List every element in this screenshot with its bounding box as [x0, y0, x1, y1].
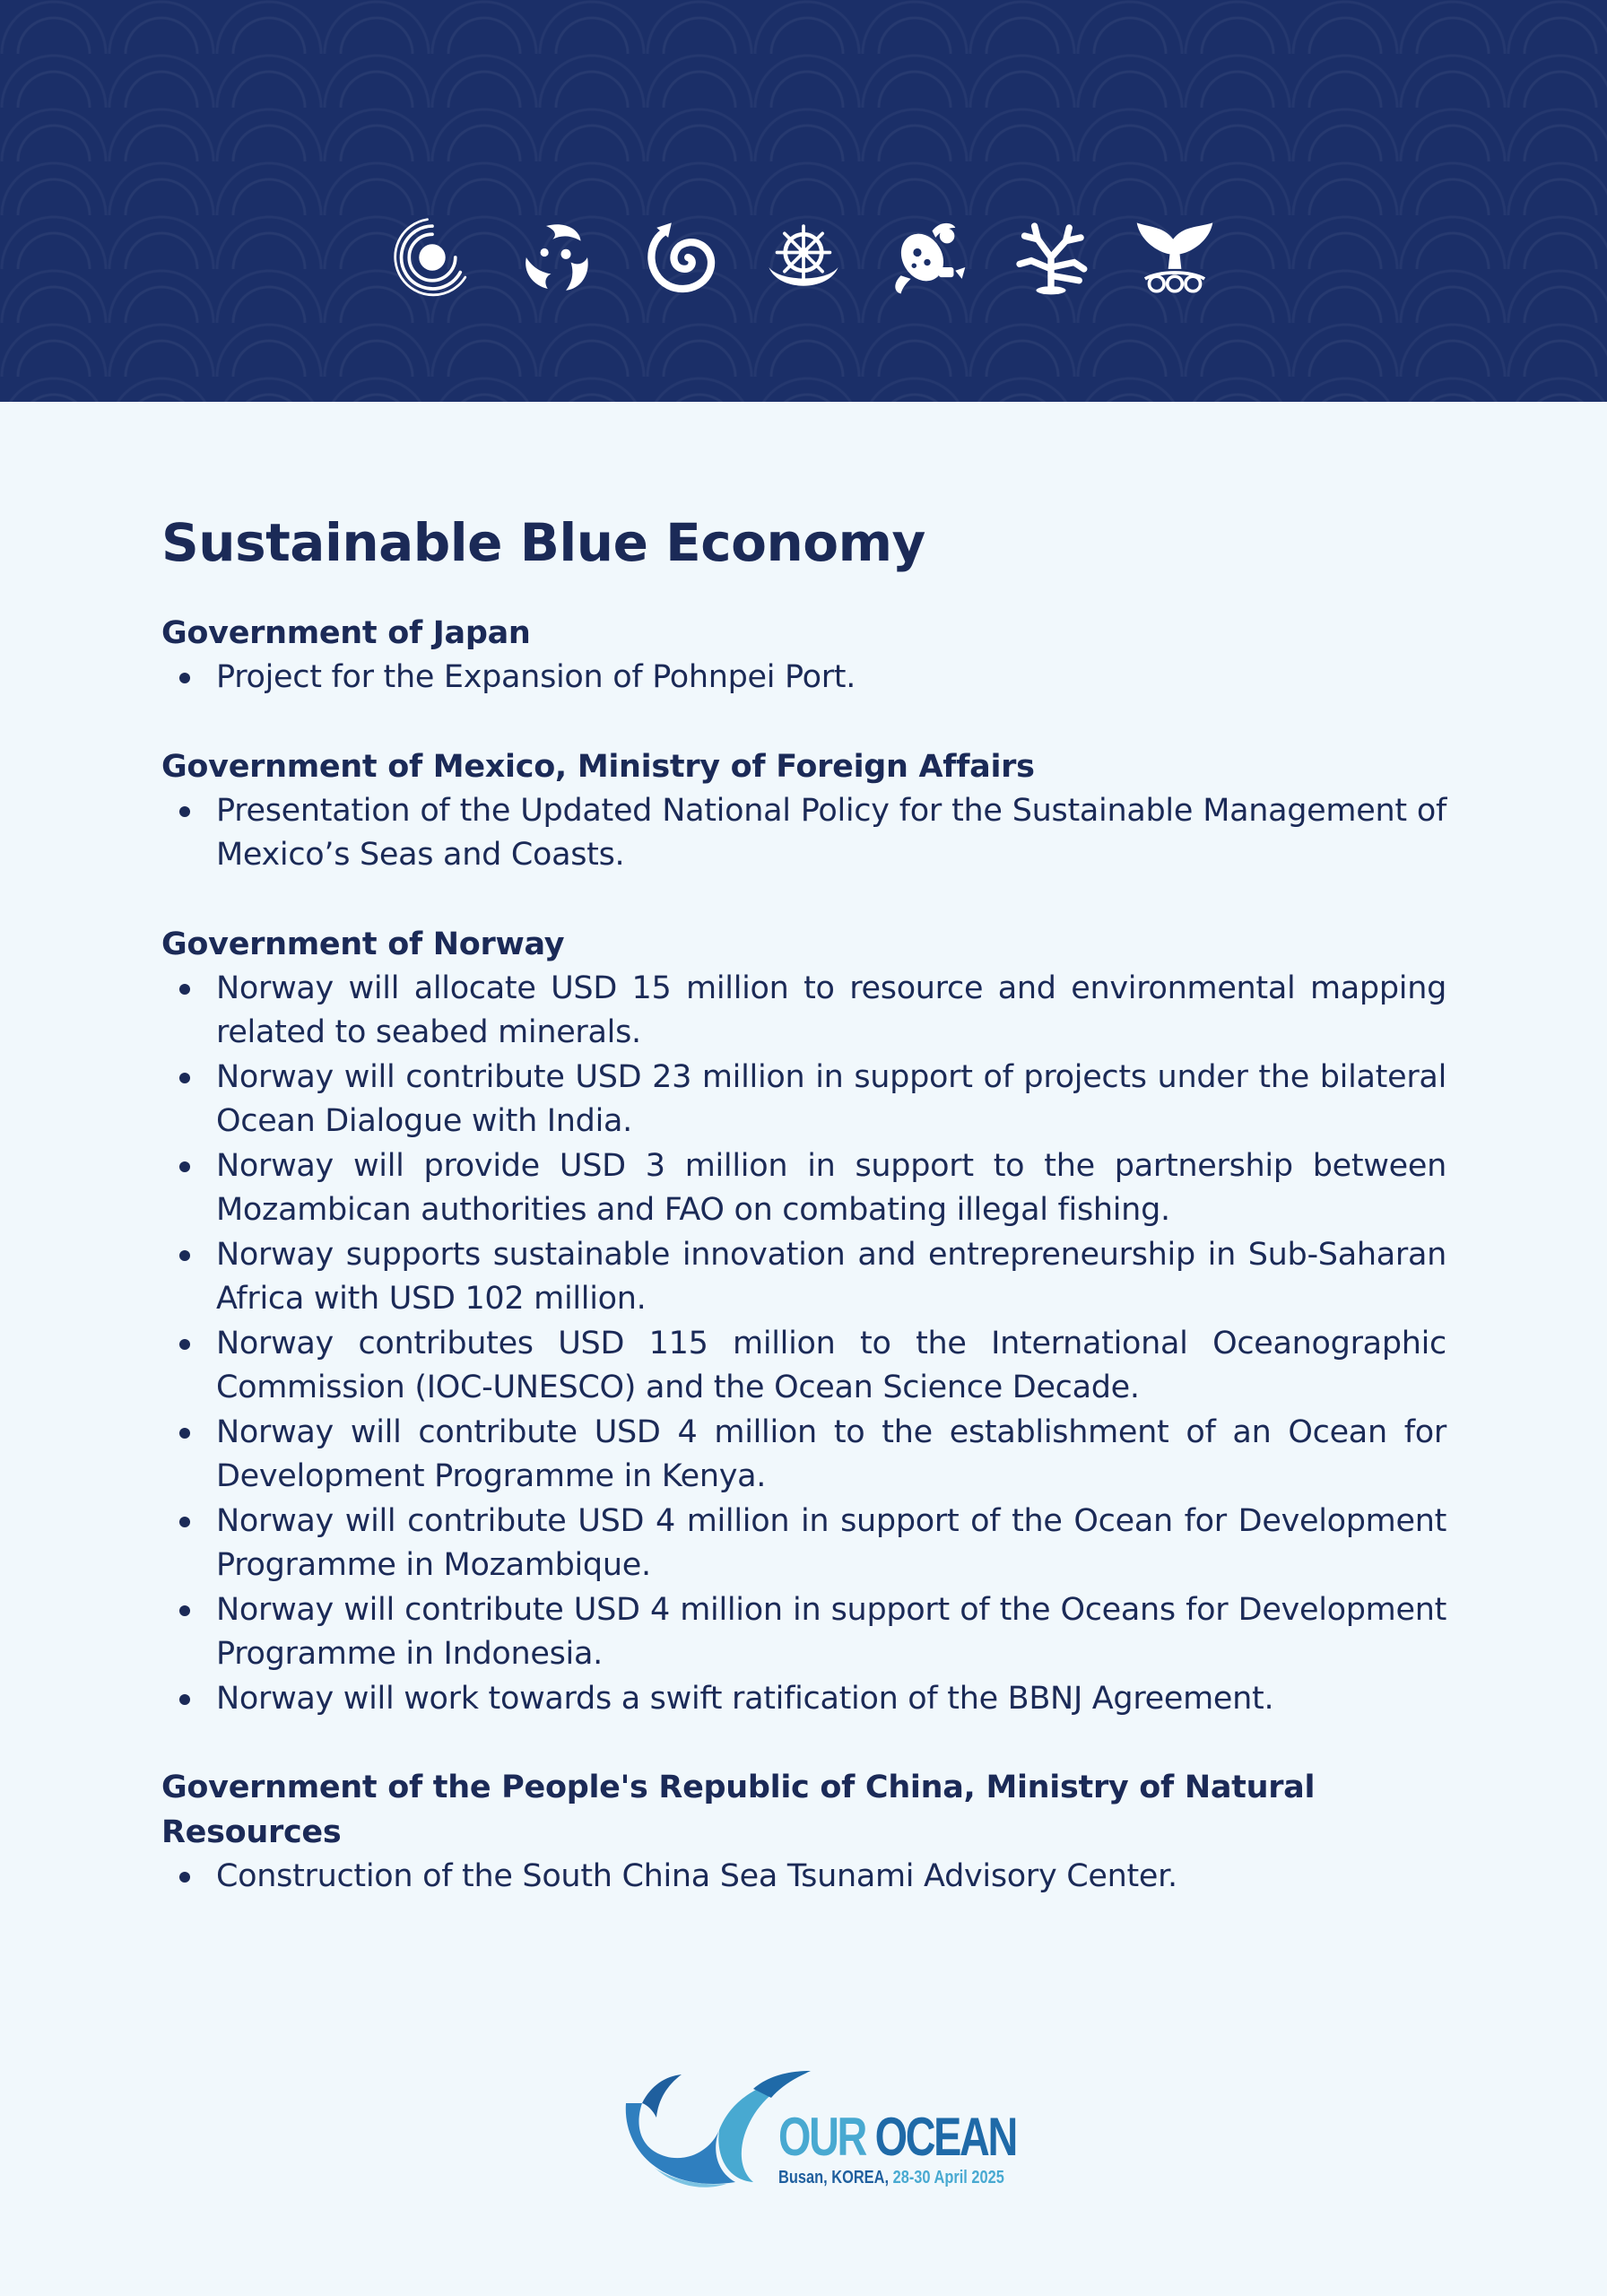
- logo-event-line: [778, 2168, 1004, 2187]
- list-item-text: Norway will provide USD 3 million in support to the partnership between Mozambican authorities and FAO on combating illegal fishing.: [216, 1147, 1446, 1228]
- bullet-list: [161, 1855, 1446, 1900]
- section-heading: Government of Norway: [161, 926, 565, 962]
- sections-container: [161, 611, 1446, 1900]
- section: [161, 922, 1446, 1722]
- logo-place: Busan, KOREA,: [778, 2168, 890, 2187]
- list-item-text: Norway supports sustainable innovation and entrepreneurship in Sub-Saharan Africa with USD 102 million.: [216, 1236, 1446, 1317]
- bullet-icon: [179, 1250, 190, 1261]
- bullet-icon: [179, 1073, 190, 1083]
- fish-cycle-icon: [515, 216, 597, 299]
- list-item: [161, 1144, 1446, 1233]
- bullet-list: [161, 789, 1446, 878]
- list-item: [161, 656, 1446, 700]
- list-item-text: Norway will allocate USD 15 million to resource and environmental mapping related to seabed minerals.: [216, 970, 1446, 1050]
- list-item: [161, 1500, 1446, 1588]
- section-heading: Government of Mexico, Ministry of Foreign Affairs: [161, 748, 1035, 785]
- list-item: [161, 1056, 1446, 1144]
- section: [161, 1765, 1446, 1900]
- list-item: [161, 1233, 1446, 1322]
- bullet-list: [161, 967, 1446, 1722]
- list-item-text: Project for the Expansion of Pohnpei Port.: [216, 659, 856, 695]
- bullet-list: [161, 656, 1446, 700]
- logo-word-our: OUR: [778, 2107, 865, 2167]
- header-icon-row: [0, 208, 1607, 307]
- page-title: Sustainable Blue Economy: [161, 512, 925, 573]
- list-item: [161, 967, 1446, 1056]
- list-item: [161, 1677, 1446, 1722]
- list-item-text: Norway will contribute USD 4 million in support of the Ocean for Development Programme in Mozambique.: [216, 1502, 1446, 1583]
- list-item-text: Construction of the South China Sea Tsunami Advisory Center.: [216, 1858, 1177, 1894]
- logo-dates: 28-30 April 2025: [892, 2168, 1004, 2187]
- list-item-text: Presentation of the Updated National Policy for the Sustainable Management of Mexico’s Seas and Coasts.: [216, 792, 1446, 873]
- section: [161, 611, 1446, 700]
- whale-tail-icon: [1134, 216, 1216, 299]
- bullet-icon: [179, 673, 190, 683]
- list-item: [161, 1322, 1446, 1411]
- list-item-text: Norway will contribute USD 4 million in support of the Oceans for Development Programme in Indonesia.: [216, 1591, 1446, 1672]
- logo-wordmark: [778, 2109, 1016, 2166]
- bullet-icon: [179, 1694, 190, 1705]
- ship-wheel-icon: [762, 216, 845, 299]
- list-item: [161, 789, 1446, 878]
- list-item: [161, 1855, 1446, 1900]
- header-banner: [0, 0, 1607, 402]
- bullet-icon: [179, 1428, 190, 1439]
- list-item: [161, 1588, 1446, 1677]
- bullet-icon: [179, 1605, 190, 1616]
- coral-icon: [1010, 216, 1092, 299]
- our-ocean-logo: [619, 2067, 1016, 2202]
- bullet-icon: [179, 1517, 190, 1527]
- bullet-icon: [179, 1339, 190, 1350]
- section-heading: Government of Japan: [161, 615, 531, 651]
- concentric-circle-icon: [391, 216, 473, 299]
- section-heading: Government of the People's Republic of China, Ministry of Natural Resources: [161, 1770, 1316, 1850]
- bullet-icon: [179, 984, 190, 995]
- bullet-icon: [179, 1161, 190, 1172]
- list-item-text: Norway will work towards a swift ratification of the BBNJ Agreement.: [216, 1680, 1274, 1717]
- swirl-wave-icon: [638, 216, 721, 299]
- sea-turtle-icon: [886, 216, 969, 299]
- list-item: [161, 1411, 1446, 1500]
- main-content: [161, 507, 1446, 1944]
- section: [161, 744, 1446, 878]
- bullet-icon: [179, 1872, 190, 1883]
- list-item-text: Norway will contribute USD 23 million in support of projects under the bilateral Ocean Dialogue with India.: [216, 1058, 1446, 1139]
- list-item-text: Norway will contribute USD 4 million to the establishment of an Ocean for Development Programme in Kenya.: [216, 1413, 1446, 1494]
- bullet-icon: [179, 806, 190, 817]
- list-item-text: Norway contributes USD 115 million to the International Oceanographic Commission (IOC-UNESCO) and the Ocean Science Decade.: [216, 1325, 1446, 1405]
- logo-word-ocean: OCEAN: [874, 2107, 1016, 2167]
